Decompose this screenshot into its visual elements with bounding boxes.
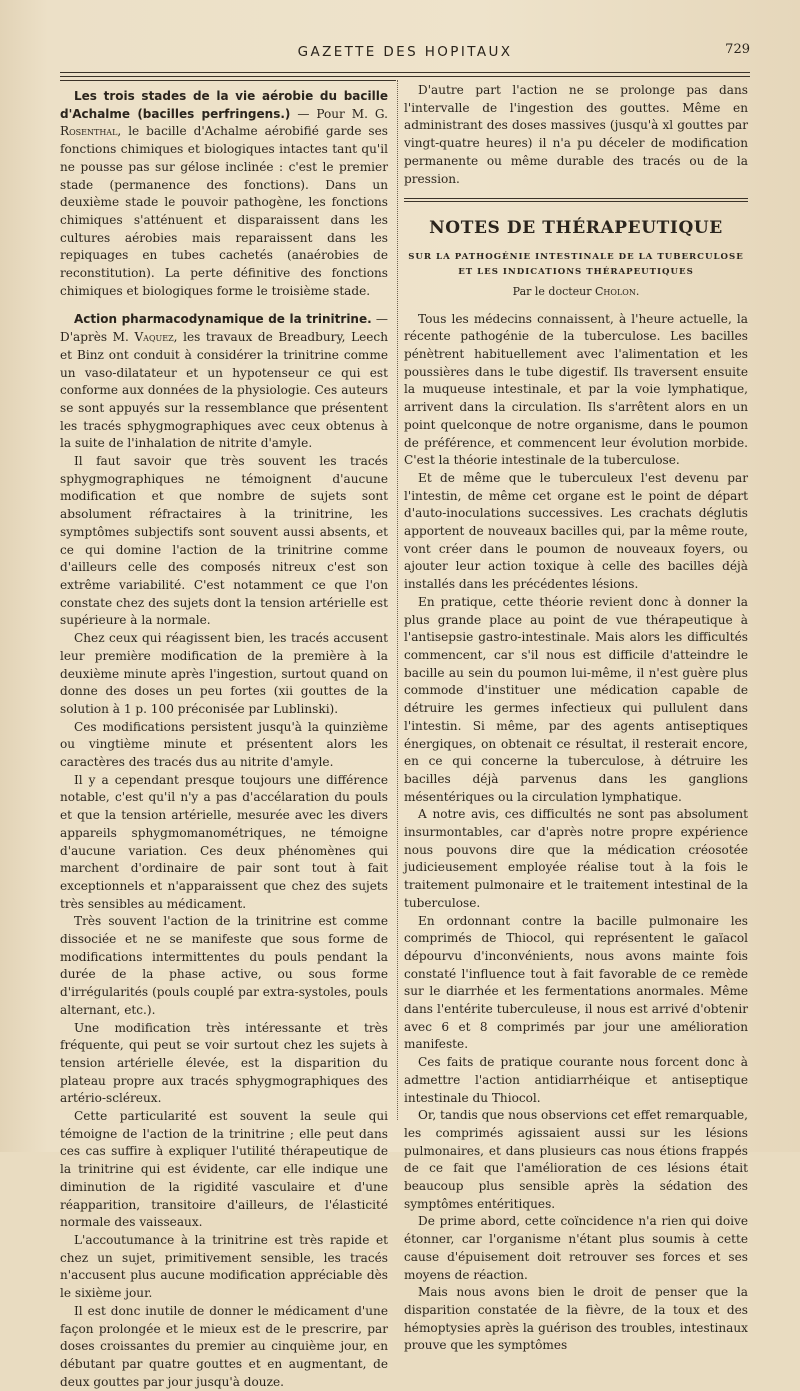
paragraph: Une modification très intéressante et très fréquente, qui peut se voir surtout chez les sujets à tension artérielle élevée, est la disparition du plateau propre aux tracés sphygmographiques des artério-scléreux. (60, 1020, 388, 1106)
paragraph: Chez ceux qui réagissent bien, les tracés accusent leur première modification de la première à la deuxième minute après l'ingestion, surtout quand on donne des doses un peu fortes (xii gouttes de la solution à 1 p. 100 préconisée par Lublinski). (60, 631, 388, 716)
author-name: Vaquez (134, 330, 174, 345)
header-rule (60, 72, 750, 77)
page-number: 729 (725, 42, 750, 57)
paragraph-text: , le bacille d'Achalme aérobifié garde ses fonctions chimiques et biologiques intactes tant qu'il ne pousse pas sur gélose inclinée : c'est le premier stade (permanence des fonctions). Dans un deuxième stade le pouvoir pathogène, les fonctions chimiques s'atténuent et disparaissent dans les cultures aérobies mais reparaissent dans les repiquages en tubes cachetés (anaérobies de reconstitution). La perte définitive des fonctions chimiques et biologiques forme le troisième stade. (60, 124, 388, 298)
paragraph: Il y a cependant presque toujours une différence notable, c'est qu'il n'y a pas d'accélaration du pouls et que la tension artérielle, mesurée avec les divers appareils sphygmomanométriques, ne témoigne d'aucune variation. Ces deux phénomènes qui marchent d'ordinaire de pair sont tout à fait exceptionnels et n'apparaissent que chez des sujets très sensibles au médicament. (60, 772, 388, 911)
article-vaquez (60, 311, 388, 453)
paragraph: De prime abord, cette coïncidence n'a rien qui doive étonner, car l'organisme n'étant plus soumis à cette cause d'épuisement doit retrouver ses forces et ses moyens de réaction. (404, 1214, 748, 1282)
paragraph: A notre avis, ces difficultés ne sont pas absolument insurmontables, car d'après notre propre expérience nous pouvons dire que la médication créosotée judicieusement employée réalise tout à la fois le traitement pulmonaire et le traitement intestinal de la tuberculose. (404, 807, 748, 910)
paragraph: Très souvent l'action de la trinitrine est comme dissociée et ne se manifeste que sous forme de modifications intermittentes du pouls pendant la durée de la phase active, ou sous forme d'irrégularités (pouls couplé par extra-systoles, pouls alternant, etc.). (60, 914, 388, 1017)
paragraph: Mais nous avons bien le droit de penser que la disparition constatée de la fièvre, de la toux et des hémoptysies après la guérison des troubles, intestinaux prouve que les symptômes (404, 1285, 748, 1353)
paragraph: En ordonnant contre la bacille pulmonaire les comprimés de Thiocol, qui représentent le gaïacol dépourvu d'inconvénients, nous avons mainte fois constaté l'influence tout à fait favorable de ce remède sur le diarrhée et les fermentations anormales. Même dans l'entérite tuberculeuse, il nous est arrivé d'obtenir avec 6 et 8 comprimés par jour une amélioration manifeste. (404, 913, 748, 1052)
paragraph: L'accoutumance à la trinitrine est très rapide et chez un sujet, primitivement sensible, les tracés n'accusent plus aucune modification appréciable dès le sixième jour. (60, 1233, 388, 1301)
section-title: NOTES DE THÉRAPEUTIQUE (429, 218, 723, 239)
left-top-rule (60, 80, 396, 81)
byline-prefix: Par le docteur (512, 284, 595, 298)
paragraph: Et de même que le tuberculeux l'est devenu par l'intestin, de même cet organe est le point de départ d'auto-inoculations successives. Les crachats déglutis apportent de nouveaux bacilles qui, par la même route, vont créer dans le poumon de nouveaux foyers, ou ajouter leur action toxique à celle des bacilles déjà installés dans les précédentes lésions. (404, 470, 748, 592)
left-column (60, 88, 388, 1391)
section-rule (404, 198, 748, 206)
paragraph: Or, tandis que nous observions cet effet remarquable, les comprimés agissaient aussi sur les lésions pulmonaires, et dans plusieurs cas nous étions frappés de ce fait que l'amélioration de ces lésions était beaucoup plus sensible après la sédation des symptômes entéritiques. (404, 1108, 748, 1211)
paragraph: D'autre part l'action ne se prolonge pas dans l'intervalle de l'ingestion des gouttes. Même en administrant des doses massives (jusqu'à xl gouttes par vingt-quatre heures) il n'a pu déceler de modification permanente ou même durable des tracés ou de la pression. (404, 83, 748, 186)
paragraph: Tous les médecins connaissent, à l'heure actuelle, la récente pathogénie de la tuberculose. Les bacilles pénètrent habituellement avec l'alimentation et les poussières dans le tube digestif. Ils traversent ensuite la muqueuse intestinale, et par la voie lymphatique, arrivent dans la circulation. Ils s'arrêtent alors en un point quelconque de notre organisme, dans le poumon de préférence, et commencent leur évolution morbide. C'est la théorie intestinale de la tuberculose. (404, 311, 748, 468)
paragraph-text: , les travaux de Breadbury, Leech et Binz ont conduit à considérer la trinitrine comme un vaso-dilatateur et un hypotenseur ce qui est conforme aux données de la physiologie. Ces auteurs se sont appuyés sur la ressemblance que présentent les tracés sphygmographiques avec ceux obtenus à la suite de l'inhalation de nitrite d'amyle. (60, 330, 388, 451)
article-subtitle (404, 250, 748, 280)
article-rosenthal (60, 88, 388, 300)
column-separator (397, 80, 398, 1120)
byline-author: Cholon (595, 284, 636, 298)
author-name: Rosenthal (60, 124, 118, 139)
paragraph: En pratique, cette théorie revient donc à donner la plus grande place au point de vue thérapeutique à l'antisepsie gastro-intestinale. Mais alors les difficultés commencent, car s'il nous est difficile d'atteindre le bacille au sein du poumon lui-même, il n'est guère plus commode d'instituer une médication capable de détruire les germes infectieux qui pullulent dans l'intestin. Si même, par des agents antiseptiques énergiques, on obtenait ce résultat, il resterait encore, en ce qui concerne la tuberculose, à détruire les bacilles déjà parvenus dans les ganglions mésentériques ou la circulation lymphatique. (404, 594, 748, 804)
byline (404, 283, 748, 301)
paragraph: Il faut savoir que très souvent les tracés sphygmographiques ne témoignent d'aucune modification et que nombre de sujets sont absolument réfractaires à la trinitrine, les symptômes subjectifs sont souvent aussi absents, et ce qui domine l'action de la trinitrine comme d'ailleurs celle des composés nitreux c'est son extrême variabilité. C'est notamment ce que l'on constate chez des sujets dont la tension artérielle est supérieure à la normale. (60, 454, 388, 628)
right-column (404, 82, 748, 1355)
paragraph: Cette particularité est souvent la seule qui témoigne de l'action de la trinitrine ; elle peut dans ces cas suffire à expliquer l'utilité thérapeutique de la trinitrine qui est évidente, car elle indique une diminution de la rigidité vasculaire et d'une réapparition, transitoire d'ailleurs, de l'élasticité normale des vaisseaux. (60, 1109, 388, 1230)
running-title: GAZETTE DES HOPITAUX (297, 44, 513, 60)
article-heading: Les trois stades de la vie aérobie du bacille d'Achalme (bacilles perfringens.) (60, 89, 388, 121)
paragraph: Ces modifications persistent jusqu'à la quinzième ou vingtième minute et présentent alors les caractères des tracés dus au nitrite d'amyle. (60, 719, 388, 770)
article-heading: Action pharmacodynamique de la trinitrine. (74, 312, 372, 327)
subtitle-line: ET LES INDICATIONS THÉRAPEUTIQUES (458, 266, 694, 277)
byline-suffix: . (635, 284, 640, 298)
article-dash: — Pour M. G. (290, 106, 388, 121)
paragraph: Il est donc inutile de donner le médicament d'une façon prolongée et le mieux est de le prescrire, par doses croissantes du premier au cinquième jour, en débutant par quatre gouttes et en augmentant, de deux gouttes par jour jusqu'à douze. (60, 1303, 388, 1389)
subtitle-line: SUR LA PATHOGÉNIE INTESTINALE DE LA TUBERCULOSE (408, 251, 744, 262)
article-dash: — D'après M. (60, 312, 388, 345)
paragraph: Ces faits de pratique courante nous forcent donc à admettre l'action antidiarrhéique et antiseptique intestinale du Thiocol. (404, 1055, 748, 1105)
page-header (60, 44, 750, 66)
